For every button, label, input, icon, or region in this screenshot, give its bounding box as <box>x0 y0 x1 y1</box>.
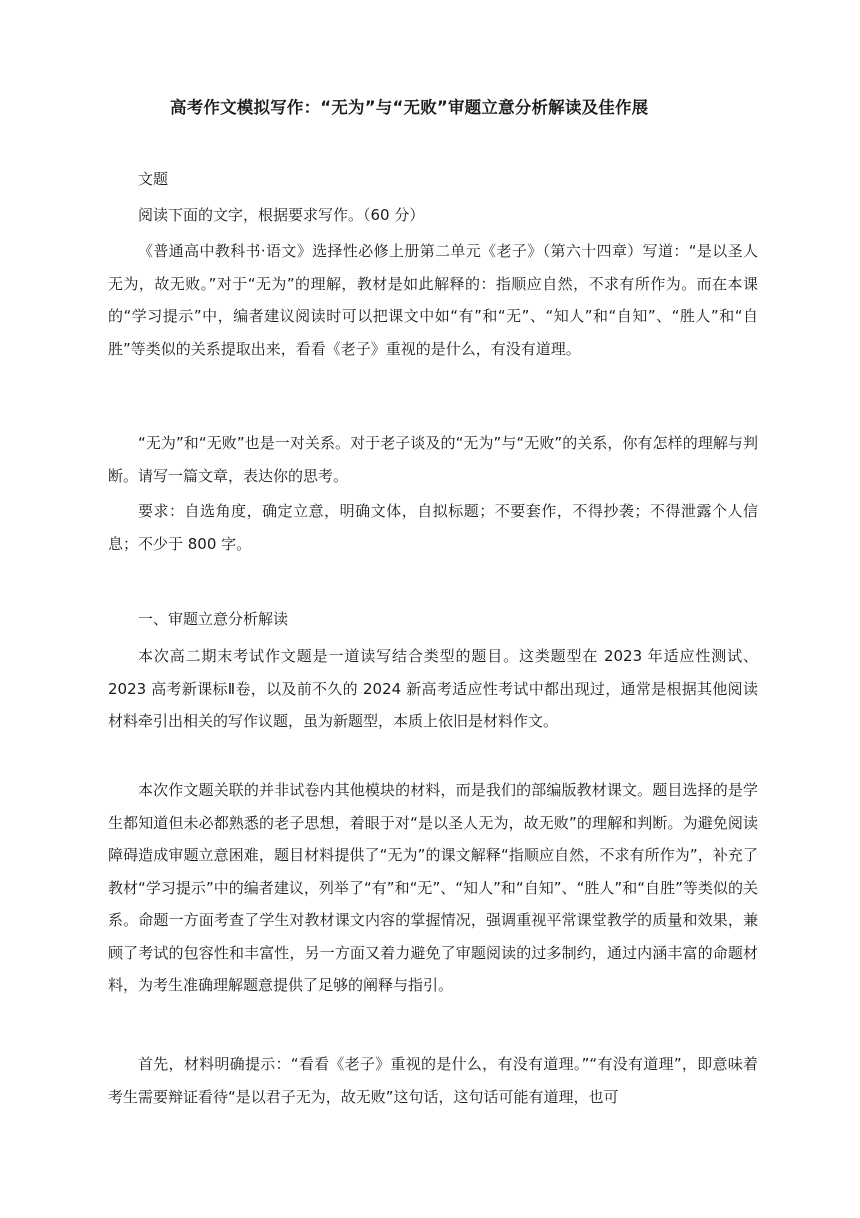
section-paragraph-3: 首先，材料明确提示：“看看《老子》重视的是什么，有没有道理。”“有没有道理”，即意味着考生需要辩证看待“是以君子无为，故无败”这句话，这句话可能有道理，也可 <box>108 1055 758 1106</box>
document-title: 高考作文模拟写作：“无为”与“无败”审题立意分析解读及佳作展 <box>170 98 649 117</box>
prompt-heading: 文题 <box>138 170 169 188</box>
section-heading: 一、审题立意分析解读 <box>138 610 289 628</box>
instruction-text: 阅读下面的文字，根据要求写作。（60 分） <box>138 206 425 224</box>
prompt-paragraph-2: “无为”和“无败”也是一对关系。对于老子谈及的“无为”与“无败”的关系，你有怎样的理解与判断。请写一篇文章，表达你的思考。 <box>108 434 758 485</box>
section-paragraph-2: 本次作文题关联的并非试卷内其他模块的材料，而是我们的部编版教材课文。题目选择的是学生都知道但未必都熟悉的老子思想，着眼于对“是以圣人无为，故无败”的理解和判断。为避免阅读障碍造成审题立意困难，题目材料提供了“无为”的课文解释“指顺应自然，不求有所作为”，补充了教材“学习提示”中的编者建议，列举了“有”和“无”、“知人”和“自知”、“胜人”和“自胜”等类似的关系。命题一方面考查了学生对教材课文内容的掌握情况，强调重视平常课堂教学的质量和效果，兼顾了考试的包容性和丰富性，另一方面又着力避免了审题阅读的过多制约，通过内涵丰富的命题材料，为考生准确理解题意提供了足够的阐释与指引。 <box>108 781 758 994</box>
section-paragraph-1: 本次高二期末考试作文题是一道读写结合类型的题目。这类题型在 2023 年适应性测试、2023 高考新课标Ⅱ卷，以及前不久的 2024 新高考适应性考试中都出现过，通常是根据其他阅读材料牵引出相关的写作议题，虽为新题型，本质上依旧是材料作文。 <box>108 647 758 730</box>
requirement-paragraph: 要求：自选角度，确定立意，明确文体，自拟标题；不要套作，不得抄袭；不得泄露个人信息；不少于 800 字。 <box>108 502 758 553</box>
prompt-paragraph-1: 《普通高中教科书·语文》选择性必修上册第二单元《老子》（第六十四章）写道：“是以圣人无为，故无败。”对于“无为”的理解，教材是如此解释的：指顺应自然，不求有所作为。而在本课的“学习提示”中，编者建议阅读时可以把课文中如“有”和“无”、“知人”和“自知”、“胜人”和“自胜”等类似的关系提取出来，看看《老子》重视的是什么，有没有道理。 <box>108 242 758 358</box>
